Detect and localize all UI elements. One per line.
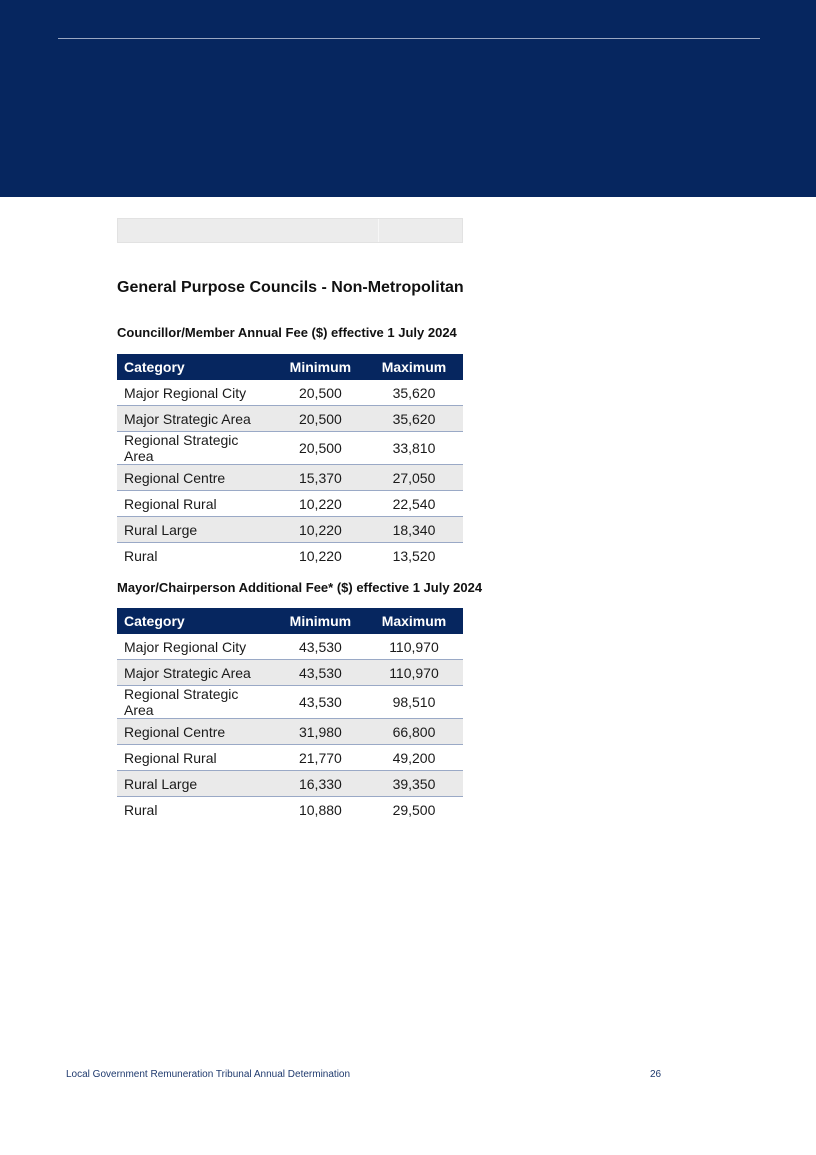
table-row — [117, 432, 463, 465]
table-row — [117, 380, 463, 406]
cell-category: Major Strategic Area — [117, 660, 276, 686]
cell-maximum: 33,810 — [365, 432, 463, 465]
table-row — [117, 517, 463, 543]
cell-category: Rural Large — [117, 771, 276, 797]
column-header-maximum: Maximum — [365, 608, 463, 634]
cell-category: Regional Strategic Area — [117, 432, 276, 465]
cell-maximum: 35,620 — [365, 380, 463, 406]
cell-maximum: 39,350 — [365, 771, 463, 797]
cell-minimum: 10,220 — [276, 517, 365, 543]
cell-category: Regional Strategic Area — [117, 686, 276, 719]
column-header-minimum: Minimum — [276, 608, 365, 634]
cell-maximum: 27,050 — [365, 465, 463, 491]
table-row — [117, 406, 463, 432]
cell-category: Regional Rural — [117, 491, 276, 517]
cell-maximum: 110,970 — [365, 634, 463, 660]
cell-maximum: 18,340 — [365, 517, 463, 543]
councillor-table-title: Councillor/Member Annual Fee ($) effective 1 July 2024 — [117, 325, 457, 340]
cell-minimum: 16,330 — [276, 771, 365, 797]
table-row — [117, 491, 463, 517]
cell-category: Regional Centre — [117, 719, 276, 745]
cell-category: Regional Centre — [117, 465, 276, 491]
cell-minimum: 43,530 — [276, 660, 365, 686]
cell-category: Regional Rural — [117, 745, 276, 771]
grey-placeholder-box — [117, 218, 463, 243]
cell-maximum: 110,970 — [365, 660, 463, 686]
cell-maximum: 22,540 — [365, 491, 463, 517]
cell-maximum: 98,510 — [365, 686, 463, 719]
footer-document-title: Local Government Remuneration Tribunal Annual Determination — [66, 1069, 351, 1080]
column-header-category: Category — [117, 354, 276, 380]
cell-minimum: 15,370 — [276, 465, 365, 491]
cell-minimum: 10,880 — [276, 797, 365, 823]
header-banner — [0, 0, 816, 197]
councillor-fee-table — [117, 354, 463, 568]
cell-category: Major Regional City — [117, 634, 276, 660]
table-row — [117, 771, 463, 797]
table-row — [117, 634, 463, 660]
cell-category: Rural Large — [117, 517, 276, 543]
table-row — [117, 686, 463, 719]
column-header-maximum: Maximum — [365, 354, 463, 380]
table-row — [117, 465, 463, 491]
cell-maximum: 66,800 — [365, 719, 463, 745]
cell-maximum: 13,520 — [365, 543, 463, 569]
cell-minimum: 20,500 — [276, 380, 365, 406]
cell-category: Major Regional City — [117, 380, 276, 406]
table-row — [117, 719, 463, 745]
mayor-fee-table — [117, 608, 463, 822]
table-row — [117, 543, 463, 569]
cell-maximum: 49,200 — [365, 745, 463, 771]
table-row — [117, 797, 463, 823]
cell-minimum: 31,980 — [276, 719, 365, 745]
table-row — [117, 745, 463, 771]
column-header-minimum: Minimum — [276, 354, 365, 380]
section-title: General Purpose Councils - Non-Metropolitan — [117, 279, 464, 296]
cell-category: Rural — [117, 543, 276, 569]
cell-maximum: 29,500 — [365, 797, 463, 823]
table-header-row — [117, 354, 463, 380]
cell-category: Major Strategic Area — [117, 406, 276, 432]
cell-category: Rural — [117, 797, 276, 823]
mayor-table-title: Mayor/Chairperson Additional Fee* ($) effective 1 July 2024 — [117, 580, 483, 595]
banner-rule — [58, 38, 760, 39]
cell-minimum: 20,500 — [276, 406, 365, 432]
placeholder-divider — [378, 219, 379, 242]
cell-minimum: 10,220 — [276, 543, 365, 569]
column-header-category: Category — [117, 608, 276, 634]
cell-minimum: 20,500 — [276, 432, 365, 465]
cell-minimum: 10,220 — [276, 491, 365, 517]
cell-minimum: 21,770 — [276, 745, 365, 771]
cell-minimum: 43,530 — [276, 634, 365, 660]
table-header-row — [117, 608, 463, 634]
table-row — [117, 660, 463, 686]
cell-maximum: 35,620 — [365, 406, 463, 432]
footer-page-number: 26 — [650, 1069, 662, 1080]
cell-minimum: 43,530 — [276, 686, 365, 719]
